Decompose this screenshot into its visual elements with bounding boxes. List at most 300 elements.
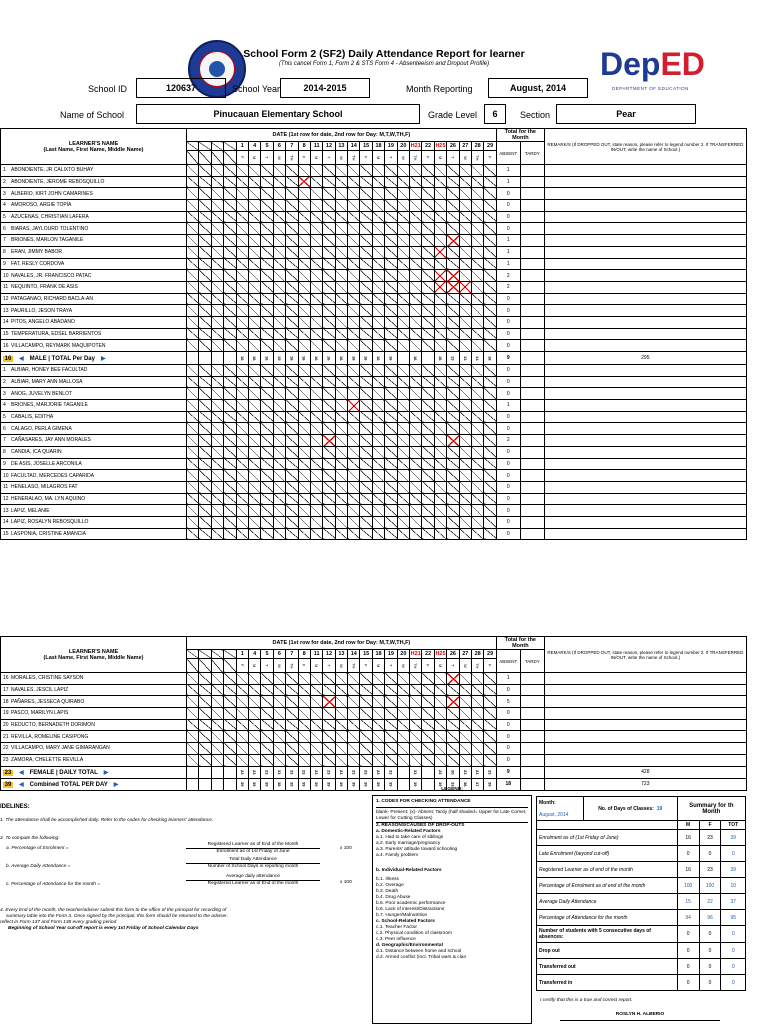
attendance-cell[interactable] xyxy=(447,400,459,412)
attendance-cell[interactable] xyxy=(385,270,397,282)
attendance-cell[interactable] xyxy=(236,176,248,188)
attendance-cell[interactable] xyxy=(286,400,298,412)
attendance-cell[interactable] xyxy=(397,176,409,188)
attendance-cell[interactable] xyxy=(360,258,372,270)
attendance-cell[interactable] xyxy=(286,435,298,447)
attendance-cell[interactable] xyxy=(286,188,298,200)
attendance-cell[interactable] xyxy=(248,223,260,235)
attendance-cell[interactable] xyxy=(273,223,285,235)
attendance-cell[interactable] xyxy=(422,505,434,517)
attendance-cell[interactable] xyxy=(447,316,459,328)
attendance-cell[interactable] xyxy=(447,754,459,766)
attendance-cell[interactable] xyxy=(422,223,434,235)
attendance-cell[interactable] xyxy=(248,754,260,766)
attendance-cell[interactable] xyxy=(335,446,347,458)
attendance-cell[interactable] xyxy=(298,411,310,423)
attendance-cell[interactable] xyxy=(298,365,310,377)
remarks-cell[interactable] xyxy=(544,165,746,177)
attendance-cell[interactable] xyxy=(434,516,446,528)
attendance-cell[interactable] xyxy=(360,708,372,720)
attendance-cell[interactable] xyxy=(372,365,384,377)
attendance-cell[interactable] xyxy=(372,754,384,766)
attendance-cell[interactable] xyxy=(323,328,335,340)
attendance-cell[interactable] xyxy=(310,176,322,188)
attendance-cell[interactable] xyxy=(248,708,260,720)
attendance-cell[interactable] xyxy=(372,528,384,540)
attendance-cell[interactable] xyxy=(298,281,310,293)
attendance-cell[interactable] xyxy=(348,743,360,755)
attendance-cell[interactable] xyxy=(348,505,360,517)
attendance-cell[interactable] xyxy=(422,743,434,755)
attendance-cell[interactable] xyxy=(434,293,446,305)
attendance-cell[interactable] xyxy=(273,388,285,400)
attendance-cell[interactable] xyxy=(236,684,248,696)
attendance-cell[interactable] xyxy=(471,684,483,696)
attendance-cell[interactable] xyxy=(471,470,483,482)
attendance-cell[interactable] xyxy=(484,400,496,412)
attendance-cell[interactable] xyxy=(273,246,285,258)
attendance-cell[interactable] xyxy=(236,528,248,540)
attendance-cell[interactable] xyxy=(422,400,434,412)
attendance-cell[interactable] xyxy=(348,281,360,293)
attendance-cell[interactable] xyxy=(298,376,310,388)
attendance-cell[interactable] xyxy=(372,493,384,505)
attendance-cell[interactable] xyxy=(310,684,322,696)
attendance-cell[interactable] xyxy=(335,516,347,528)
attendance-cell[interactable] xyxy=(261,340,273,352)
attendance-cell[interactable] xyxy=(335,293,347,305)
attendance-cell[interactable] xyxy=(410,673,422,685)
remarks-cell[interactable] xyxy=(544,481,746,493)
attendance-cell[interactable] xyxy=(484,458,496,470)
attendance-cell[interactable] xyxy=(410,435,422,447)
attendance-cell[interactable] xyxy=(410,423,422,435)
attendance-cell[interactable] xyxy=(459,388,471,400)
attendance-cell[interactable] xyxy=(248,481,260,493)
absence-mark[interactable] xyxy=(447,435,459,447)
attendance-cell[interactable] xyxy=(385,743,397,755)
attendance-cell[interactable] xyxy=(286,293,298,305)
attendance-cell[interactable] xyxy=(335,673,347,685)
attendance-cell[interactable] xyxy=(286,376,298,388)
attendance-cell[interactable] xyxy=(385,708,397,720)
attendance-cell[interactable] xyxy=(261,708,273,720)
attendance-cell[interactable] xyxy=(447,305,459,317)
attendance-cell[interactable] xyxy=(397,684,409,696)
attendance-cell[interactable] xyxy=(335,328,347,340)
attendance-cell[interactable] xyxy=(372,258,384,270)
attendance-cell[interactable] xyxy=(385,400,397,412)
attendance-cell[interactable] xyxy=(348,684,360,696)
attendance-cell[interactable] xyxy=(471,188,483,200)
attendance-cell[interactable] xyxy=(348,340,360,352)
attendance-cell[interactable] xyxy=(372,376,384,388)
attendance-cell[interactable] xyxy=(372,446,384,458)
attendance-cell[interactable] xyxy=(310,743,322,755)
attendance-cell[interactable] xyxy=(298,388,310,400)
attendance-cell[interactable] xyxy=(372,281,384,293)
attendance-cell[interactable] xyxy=(335,388,347,400)
attendance-cell[interactable] xyxy=(372,684,384,696)
attendance-cell[interactable] xyxy=(434,211,446,223)
attendance-cell[interactable] xyxy=(459,165,471,177)
attendance-cell[interactable] xyxy=(286,411,298,423)
attendance-cell[interactable] xyxy=(323,388,335,400)
attendance-cell[interactable] xyxy=(385,328,397,340)
attendance-cell[interactable] xyxy=(348,328,360,340)
attendance-cell[interactable] xyxy=(335,258,347,270)
attendance-cell[interactable] xyxy=(372,696,384,708)
attendance-cell[interactable] xyxy=(484,328,496,340)
attendance-cell[interactable] xyxy=(385,223,397,235)
attendance-cell[interactable] xyxy=(484,365,496,377)
attendance-cell[interactable] xyxy=(459,516,471,528)
attendance-cell[interactable] xyxy=(236,673,248,685)
attendance-cell[interactable] xyxy=(298,270,310,282)
attendance-cell[interactable] xyxy=(298,165,310,177)
attendance-cell[interactable] xyxy=(310,754,322,766)
attendance-cell[interactable] xyxy=(397,340,409,352)
attendance-cell[interactable] xyxy=(348,481,360,493)
attendance-cell[interactable] xyxy=(273,435,285,447)
attendance-cell[interactable] xyxy=(348,470,360,482)
attendance-cell[interactable] xyxy=(459,316,471,328)
attendance-cell[interactable] xyxy=(335,528,347,540)
attendance-cell[interactable] xyxy=(335,246,347,258)
attendance-cell[interactable] xyxy=(310,270,322,282)
attendance-cell[interactable] xyxy=(360,505,372,517)
attendance-cell[interactable] xyxy=(471,423,483,435)
remarks-cell[interactable] xyxy=(544,176,746,188)
attendance-cell[interactable] xyxy=(298,235,310,247)
attendance-cell[interactable] xyxy=(248,446,260,458)
attendance-cell[interactable] xyxy=(310,258,322,270)
attendance-cell[interactable] xyxy=(310,731,322,743)
attendance-cell[interactable] xyxy=(323,470,335,482)
attendance-cell[interactable] xyxy=(310,458,322,470)
attendance-cell[interactable] xyxy=(372,165,384,177)
attendance-cell[interactable] xyxy=(434,400,446,412)
attendance-cell[interactable] xyxy=(484,388,496,400)
attendance-cell[interactable] xyxy=(298,528,310,540)
attendance-cell[interactable] xyxy=(459,696,471,708)
attendance-cell[interactable] xyxy=(385,470,397,482)
attendance-cell[interactable] xyxy=(273,165,285,177)
attendance-cell[interactable] xyxy=(360,400,372,412)
absence-mark[interactable] xyxy=(348,400,360,412)
attendance-cell[interactable] xyxy=(422,435,434,447)
attendance-cell[interactable] xyxy=(434,458,446,470)
attendance-cell[interactable] xyxy=(323,528,335,540)
attendance-cell[interactable] xyxy=(459,743,471,755)
attendance-cell[interactable] xyxy=(248,400,260,412)
attendance-cell[interactable] xyxy=(286,305,298,317)
attendance-cell[interactable] xyxy=(323,293,335,305)
attendance-cell[interactable] xyxy=(248,293,260,305)
attendance-cell[interactable] xyxy=(385,731,397,743)
attendance-cell[interactable] xyxy=(310,340,322,352)
attendance-cell[interactable] xyxy=(422,281,434,293)
attendance-cell[interactable] xyxy=(248,435,260,447)
attendance-cell[interactable] xyxy=(410,223,422,235)
attendance-cell[interactable] xyxy=(236,754,248,766)
attendance-cell[interactable] xyxy=(273,423,285,435)
attendance-cell[interactable] xyxy=(261,188,273,200)
attendance-cell[interactable] xyxy=(298,696,310,708)
attendance-cell[interactable] xyxy=(348,258,360,270)
attendance-cell[interactable] xyxy=(348,165,360,177)
attendance-cell[interactable] xyxy=(298,211,310,223)
attendance-cell[interactable] xyxy=(484,493,496,505)
attendance-cell[interactable] xyxy=(385,388,397,400)
attendance-cell[interactable] xyxy=(286,258,298,270)
attendance-cell[interactable] xyxy=(459,754,471,766)
attendance-cell[interactable] xyxy=(447,365,459,377)
attendance-cell[interactable] xyxy=(310,376,322,388)
attendance-cell[interactable] xyxy=(348,235,360,247)
attendance-cell[interactable] xyxy=(248,731,260,743)
attendance-cell[interactable] xyxy=(310,493,322,505)
attendance-cell[interactable] xyxy=(236,719,248,731)
attendance-cell[interactable] xyxy=(410,340,422,352)
attendance-cell[interactable] xyxy=(348,446,360,458)
attendance-cell[interactable] xyxy=(348,493,360,505)
attendance-cell[interactable] xyxy=(360,376,372,388)
attendance-cell[interactable] xyxy=(335,684,347,696)
attendance-cell[interactable] xyxy=(310,435,322,447)
attendance-cell[interactable] xyxy=(310,165,322,177)
attendance-cell[interactable] xyxy=(261,365,273,377)
attendance-cell[interactable] xyxy=(459,176,471,188)
attendance-cell[interactable] xyxy=(335,188,347,200)
attendance-cell[interactable] xyxy=(422,696,434,708)
remarks-cell[interactable] xyxy=(544,719,746,731)
attendance-cell[interactable] xyxy=(335,719,347,731)
attendance-cell[interactable] xyxy=(385,293,397,305)
attendance-cell[interactable] xyxy=(335,423,347,435)
attendance-cell[interactable] xyxy=(261,388,273,400)
attendance-cell[interactable] xyxy=(273,316,285,328)
attendance-cell[interactable] xyxy=(459,423,471,435)
attendance-cell[interactable] xyxy=(323,176,335,188)
attendance-cell[interactable] xyxy=(310,328,322,340)
absence-mark[interactable] xyxy=(447,270,459,282)
attendance-cell[interactable] xyxy=(459,470,471,482)
attendance-cell[interactable] xyxy=(348,293,360,305)
attendance-cell[interactable] xyxy=(385,211,397,223)
attendance-cell[interactable] xyxy=(434,719,446,731)
attendance-cell[interactable] xyxy=(397,281,409,293)
attendance-cell[interactable] xyxy=(434,435,446,447)
attendance-cell[interactable] xyxy=(236,743,248,755)
attendance-cell[interactable] xyxy=(447,423,459,435)
attendance-cell[interactable] xyxy=(410,246,422,258)
absence-mark[interactable] xyxy=(447,696,459,708)
attendance-cell[interactable] xyxy=(360,458,372,470)
attendance-cell[interactable] xyxy=(422,481,434,493)
attendance-cell[interactable] xyxy=(385,481,397,493)
attendance-cell[interactable] xyxy=(236,411,248,423)
attendance-cell[interactable] xyxy=(335,235,347,247)
attendance-cell[interactable] xyxy=(261,211,273,223)
attendance-cell[interactable] xyxy=(360,743,372,755)
attendance-cell[interactable] xyxy=(422,423,434,435)
attendance-cell[interactable] xyxy=(273,400,285,412)
attendance-cell[interactable] xyxy=(360,481,372,493)
attendance-cell[interactable] xyxy=(385,754,397,766)
attendance-cell[interactable] xyxy=(273,340,285,352)
attendance-cell[interactable] xyxy=(348,528,360,540)
attendance-cell[interactable] xyxy=(298,200,310,212)
attendance-cell[interactable] xyxy=(323,505,335,517)
remarks-cell[interactable] xyxy=(544,388,746,400)
remarks-cell[interactable] xyxy=(544,458,746,470)
remarks-cell[interactable] xyxy=(544,684,746,696)
attendance-cell[interactable] xyxy=(286,731,298,743)
attendance-cell[interactable] xyxy=(422,719,434,731)
attendance-cell[interactable] xyxy=(459,708,471,720)
attendance-cell[interactable] xyxy=(422,493,434,505)
attendance-cell[interactable] xyxy=(310,505,322,517)
attendance-cell[interactable] xyxy=(298,246,310,258)
attendance-cell[interactable] xyxy=(484,293,496,305)
attendance-cell[interactable] xyxy=(348,423,360,435)
attendance-cell[interactable] xyxy=(372,470,384,482)
attendance-cell[interactable] xyxy=(298,316,310,328)
attendance-cell[interactable] xyxy=(360,293,372,305)
attendance-cell[interactable] xyxy=(273,470,285,482)
attendance-cell[interactable] xyxy=(273,328,285,340)
attendance-cell[interactable] xyxy=(422,165,434,177)
attendance-cell[interactable] xyxy=(484,446,496,458)
attendance-cell[interactable] xyxy=(335,505,347,517)
attendance-cell[interactable] xyxy=(447,165,459,177)
attendance-cell[interactable] xyxy=(484,411,496,423)
attendance-cell[interactable] xyxy=(248,696,260,708)
attendance-cell[interactable] xyxy=(434,165,446,177)
attendance-cell[interactable] xyxy=(236,235,248,247)
attendance-cell[interactable] xyxy=(385,340,397,352)
attendance-cell[interactable] xyxy=(236,188,248,200)
attendance-cell[interactable] xyxy=(273,188,285,200)
attendance-cell[interactable] xyxy=(298,673,310,685)
attendance-cell[interactable] xyxy=(286,481,298,493)
remarks-cell[interactable] xyxy=(544,493,746,505)
attendance-cell[interactable] xyxy=(261,684,273,696)
attendance-cell[interactable] xyxy=(410,258,422,270)
attendance-cell[interactable] xyxy=(471,743,483,755)
attendance-cell[interactable] xyxy=(335,731,347,743)
remarks-cell[interactable] xyxy=(544,328,746,340)
attendance-cell[interactable] xyxy=(410,388,422,400)
remarks-cell[interactable] xyxy=(544,246,746,258)
attendance-cell[interactable] xyxy=(310,365,322,377)
attendance-cell[interactable] xyxy=(484,305,496,317)
attendance-cell[interactable] xyxy=(248,411,260,423)
attendance-cell[interactable] xyxy=(397,423,409,435)
attendance-cell[interactable] xyxy=(360,388,372,400)
attendance-cell[interactable] xyxy=(236,505,248,517)
attendance-cell[interactable] xyxy=(248,388,260,400)
attendance-cell[interactable] xyxy=(248,258,260,270)
remarks-cell[interactable] xyxy=(544,340,746,352)
attendance-cell[interactable] xyxy=(484,211,496,223)
attendance-cell[interactable] xyxy=(434,328,446,340)
attendance-cell[interactable] xyxy=(385,458,397,470)
attendance-cell[interactable] xyxy=(335,365,347,377)
attendance-cell[interactable] xyxy=(335,340,347,352)
attendance-cell[interactable] xyxy=(471,328,483,340)
attendance-cell[interactable] xyxy=(434,743,446,755)
absence-mark[interactable] xyxy=(323,435,335,447)
attendance-cell[interactable] xyxy=(323,270,335,282)
attendance-cell[interactable] xyxy=(459,505,471,517)
attendance-cell[interactable] xyxy=(273,731,285,743)
attendance-cell[interactable] xyxy=(310,470,322,482)
attendance-cell[interactable] xyxy=(410,684,422,696)
attendance-cell[interactable] xyxy=(286,719,298,731)
attendance-cell[interactable] xyxy=(410,400,422,412)
attendance-cell[interactable] xyxy=(422,376,434,388)
attendance-cell[interactable] xyxy=(410,328,422,340)
attendance-cell[interactable] xyxy=(447,458,459,470)
attendance-cell[interactable] xyxy=(335,435,347,447)
attendance-cell[interactable] xyxy=(434,376,446,388)
attendance-cell[interactable] xyxy=(348,435,360,447)
attendance-cell[interactable] xyxy=(434,258,446,270)
attendance-cell[interactable] xyxy=(434,176,446,188)
attendance-cell[interactable] xyxy=(248,516,260,528)
attendance-cell[interactable] xyxy=(360,365,372,377)
attendance-cell[interactable] xyxy=(236,293,248,305)
attendance-cell[interactable] xyxy=(484,316,496,328)
attendance-cell[interactable] xyxy=(484,223,496,235)
attendance-cell[interactable] xyxy=(422,470,434,482)
attendance-cell[interactable] xyxy=(286,528,298,540)
attendance-cell[interactable] xyxy=(348,223,360,235)
attendance-cell[interactable] xyxy=(459,673,471,685)
attendance-cell[interactable] xyxy=(434,481,446,493)
attendance-cell[interactable] xyxy=(360,270,372,282)
attendance-cell[interactable] xyxy=(248,188,260,200)
attendance-cell[interactable] xyxy=(459,411,471,423)
attendance-cell[interactable] xyxy=(447,176,459,188)
attendance-cell[interactable] xyxy=(360,305,372,317)
attendance-cell[interactable] xyxy=(286,281,298,293)
attendance-cell[interactable] xyxy=(310,481,322,493)
attendance-cell[interactable] xyxy=(471,458,483,470)
remarks-cell[interactable] xyxy=(544,708,746,720)
attendance-cell[interactable] xyxy=(410,176,422,188)
attendance-cell[interactable] xyxy=(410,316,422,328)
attendance-cell[interactable] xyxy=(422,328,434,340)
attendance-cell[interactable] xyxy=(410,481,422,493)
attendance-cell[interactable] xyxy=(273,365,285,377)
attendance-cell[interactable] xyxy=(422,211,434,223)
attendance-cell[interactable] xyxy=(286,708,298,720)
attendance-cell[interactable] xyxy=(447,516,459,528)
attendance-cell[interactable] xyxy=(459,376,471,388)
attendance-cell[interactable] xyxy=(335,708,347,720)
attendance-cell[interactable] xyxy=(397,258,409,270)
attendance-cell[interactable] xyxy=(273,446,285,458)
attendance-cell[interactable] xyxy=(397,743,409,755)
attendance-cell[interactable] xyxy=(385,246,397,258)
attendance-cell[interactable] xyxy=(298,708,310,720)
attendance-cell[interactable] xyxy=(372,719,384,731)
attendance-cell[interactable] xyxy=(397,328,409,340)
attendance-cell[interactable] xyxy=(447,376,459,388)
